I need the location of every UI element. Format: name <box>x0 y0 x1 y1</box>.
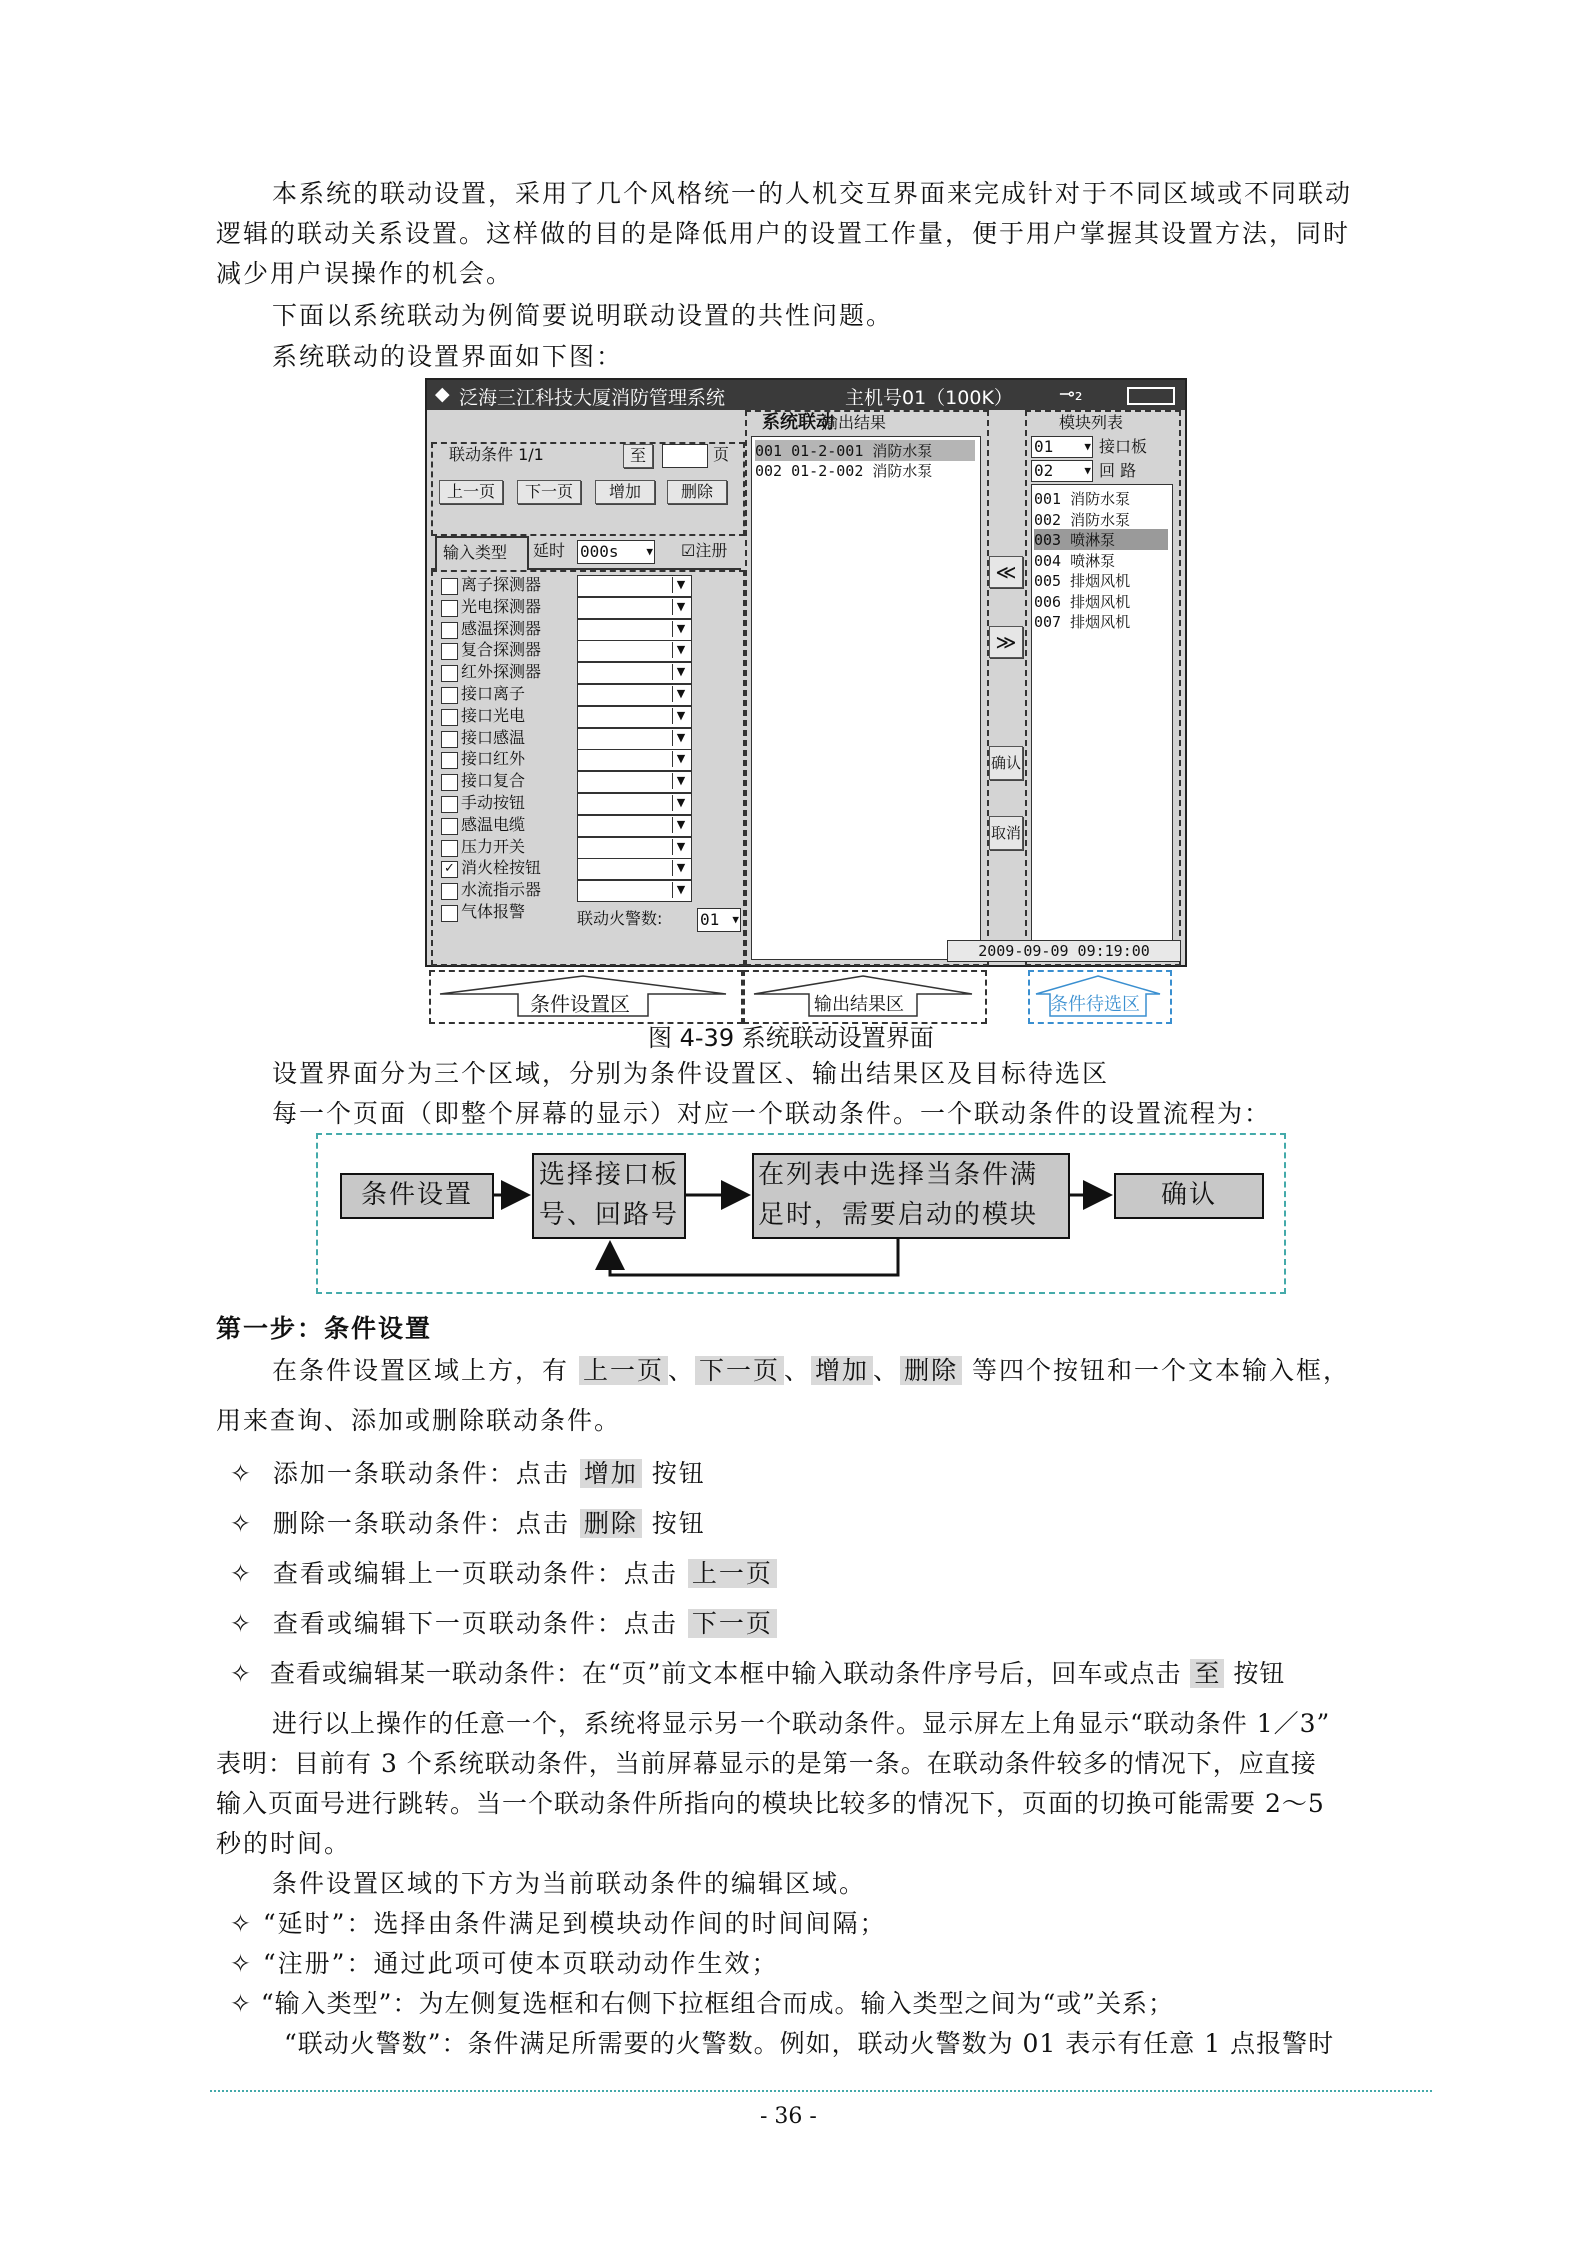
key-prev-page: 上一页 <box>579 1356 668 1385</box>
flow-step-select-board-line-1: 选择接口板 <box>538 1160 679 1190</box>
key-add: 增加 <box>580 1459 642 1488</box>
system-linkage-screen <box>425 378 1187 967</box>
loop-select[interactable] <box>1031 460 1093 482</box>
output-item[interactable]: 002 01-2-002 消防水泵 <box>755 462 933 480</box>
add-to-output-button[interactable]: ≫ <box>989 626 1023 658</box>
module-item[interactable]: 005 排烟风机 <box>1034 572 1131 590</box>
input-type-label: 气体报警 <box>461 902 526 921</box>
input-type-dropdown[interactable] <box>577 684 692 706</box>
module-item[interactable]: 001 消防水泵 <box>1034 490 1131 508</box>
input-type-dropdown[interactable] <box>577 771 692 793</box>
module-item[interactable]: 002 消防水泵 <box>1034 510 1131 529</box>
datetime-display: 2009-09-09 09:19:00 <box>947 940 1181 962</box>
step1-para-2-line-2: 表明：目前有 3 个系统联动条件，当前屏幕显示的是第一条。在联动条件较多的情况下，应直接 <box>216 1749 1317 1778</box>
delete-button[interactable]: 删除 <box>667 480 727 504</box>
input-type-checkbox[interactable] <box>441 840 458 857</box>
sparkle-bullet-icon: ✧ <box>230 1989 252 2018</box>
intro-para-3: 系统联动的设置界面如下图： <box>272 342 624 371</box>
input-type-label: 压力开关 <box>461 836 526 856</box>
screen-header: 系统联动 <box>762 412 834 433</box>
intro-line-1: 本系统的联动设置，采用了几个风格统一的人机交互界面来完成针对于不同区域或不同联动 <box>272 179 1353 208</box>
input-type-label: 手动按钮 <box>461 793 526 812</box>
loop-value: 02 <box>1034 461 1054 480</box>
alarm-count-select[interactable] <box>697 908 741 932</box>
figure-caption: 图 4-39 系统联动设置界面 <box>648 1024 934 1052</box>
bullet-next <box>230 1605 777 1643</box>
input-type-checkbox[interactable] <box>441 774 458 791</box>
input-type-checkbox[interactable] <box>441 578 458 595</box>
output-item[interactable]: 001 01-2-001 消防水泵 <box>755 440 975 461</box>
input-type-checkbox[interactable] <box>441 818 458 835</box>
bullet-goto <box>230 1655 1285 1693</box>
step1-para-3: 条件设置区域的下方为当前联动条件的编辑区域。 <box>272 1869 867 1898</box>
delay-label: 延时 <box>533 541 566 560</box>
input-type-dropdown[interactable] <box>577 619 692 641</box>
desc-alarm-count: “联动火警数”：条件满足所需要的火警数。例如，联动火警数为 01 表示有任意 1 点报警时 <box>284 2029 1335 2058</box>
input-type-label: 离子探测器 <box>461 575 542 594</box>
chevron-down-icon: ▼ <box>1084 464 1091 477</box>
separator: 、 <box>873 1356 901 1385</box>
module-item[interactable]: 003 喷淋泵 <box>1034 529 1168 550</box>
key-delete: 删除 <box>900 1356 962 1385</box>
input-type-checkbox[interactable] <box>441 731 458 748</box>
bullet-text: 查看或编辑上一页联动条件：点击 <box>272 1559 678 1588</box>
desc-register <box>230 1945 778 1983</box>
desc-delay <box>230 1905 886 1943</box>
setup-flowchart <box>316 1133 1286 1294</box>
sparkle-bullet-icon: ✧ <box>230 1909 253 1938</box>
battery-icon <box>1127 387 1175 405</box>
step1-para-1-line-2: 用来查询、添加或删除联动条件。 <box>216 1406 622 1435</box>
input-type-label: 水流指示器 <box>461 880 542 900</box>
input-type-checkbox[interactable] <box>441 687 458 704</box>
key-add: 增加 <box>811 1356 873 1385</box>
chevron-down-icon: ▼ <box>732 913 739 926</box>
step1-para-2-line-3: 输入页面号进行跳转。当一个联动条件所指向的模块比较多的情况下，页面的切换可能需要 2～5 <box>216 1789 1325 1818</box>
desc-text: “输入类型”：为左侧复选框和右侧下拉框组合而成。输入类型之间为“或”关系； <box>260 1989 1175 2018</box>
intro-para-2: 下面以系统联动为例简要说明联动设置的共性问题。 <box>272 301 894 330</box>
page-number: - 36 - <box>760 2104 817 2129</box>
bullet-delete <box>230 1505 706 1543</box>
input-type-label: 感温探测器 <box>461 618 542 638</box>
input-type-dropdown[interactable] <box>577 815 692 837</box>
system-title: 泛海三江科技大厦消防管理系统 <box>459 387 726 409</box>
step1-para-2-line-1: 进行以上操作的任意一个，系统将显示另一个联动条件。显示屏左上角显示“联动条件 1／3” <box>272 1709 1331 1738</box>
region-condition-label: 条件设置区 <box>530 992 630 1016</box>
input-type-checkbox[interactable] <box>441 665 458 682</box>
input-type-dropdown[interactable] <box>577 793 692 815</box>
flow-intro: 每一个页面（即整个屏幕的显示）对应一个联动条件。一个联动条件的设置流程为： <box>272 1099 1272 1128</box>
condition-counter: 联动条件 1/1 <box>449 445 544 464</box>
step1-text: 等四个按钮和一个文本输入框， <box>972 1356 1351 1385</box>
board-label: 接口板 <box>1099 437 1148 456</box>
delay-value: 000s <box>580 542 619 561</box>
flow-step-condition: 条件设置 <box>340 1173 494 1219</box>
loop-label: 回 路 <box>1099 461 1137 480</box>
sparkle-bullet-icon: ✧ <box>230 1609 253 1638</box>
alarm-count-value: 01 <box>700 910 720 929</box>
region-wait-label: 条件待选区 <box>1050 994 1140 1015</box>
sparkle-bullet-icon: ✧ <box>230 1659 252 1688</box>
bullet-text: 删除一条联动条件：点击 <box>272 1509 570 1538</box>
page-label: 页 <box>713 445 730 464</box>
page-number-input[interactable] <box>662 444 708 468</box>
bullet-prev <box>230 1555 777 1593</box>
bullet-text: 查看或编辑下一页联动条件：点击 <box>272 1609 678 1638</box>
input-type-label: 接口光电 <box>461 705 526 725</box>
flow-step-select-module-line-2: 足时，需要启动的模块 <box>758 1200 1039 1230</box>
input-type-dropdown[interactable] <box>577 858 692 880</box>
flow-step-select-board-line-2: 号、回路号 <box>538 1200 679 1230</box>
sparkle-bullet-icon: ✧ <box>230 1459 253 1488</box>
step1-heading: 第一步：条件设置 <box>216 1314 433 1343</box>
alarm-count-label: 联动火警数: <box>577 909 663 928</box>
input-type-checkbox[interactable] <box>441 622 458 639</box>
tab-input-type[interactable] <box>435 536 529 570</box>
power-plug-icon: ⊸₂ <box>1059 383 1083 405</box>
add-button[interactable]: 增加 <box>595 480 655 504</box>
bullet-text: 按钮 <box>651 1459 706 1488</box>
input-type-dropdown[interactable] <box>577 597 692 619</box>
flow-step-select-module-line-1: 在列表中选择当条件满 <box>758 1160 1039 1190</box>
input-type-dropdown[interactable] <box>577 640 692 662</box>
input-type-label: 接口红外 <box>461 749 526 769</box>
goto-button[interactable]: 至 <box>623 444 653 468</box>
module-item[interactable]: 004 喷淋泵 <box>1034 551 1116 570</box>
module-item[interactable]: 007 排烟风机 <box>1034 613 1131 631</box>
desc-input-type <box>230 1985 1174 2023</box>
remove-from-output-button[interactable]: ≪ <box>989 556 1023 588</box>
chevron-down-icon: ▼ <box>1084 440 1091 453</box>
flow-step-confirm: 确认 <box>1114 1173 1264 1219</box>
desc-text: “延时”：选择由条件满足到模块动作间的时间间隔； <box>262 1909 887 1938</box>
input-type-dropdown[interactable] <box>577 728 692 750</box>
menu-diamond-icon: ◆ <box>435 383 450 405</box>
input-type-dropdown[interactable] <box>577 706 692 728</box>
input-type-label: 接口感温 <box>461 727 526 747</box>
key-next-page: 下一页 <box>695 1356 784 1385</box>
input-type-label: 接口复合 <box>461 771 526 791</box>
board-value: 01 <box>1034 437 1054 456</box>
sparkle-bullet-icon: ✧ <box>230 1509 253 1538</box>
input-type-checkbox[interactable] <box>441 796 458 813</box>
input-type-checkbox[interactable] <box>441 905 458 922</box>
input-type-checkbox[interactable] <box>441 709 458 726</box>
input-type-label: 接口离子 <box>461 684 526 703</box>
regions-description: 设置界面分为三个区域，分别为条件设置区、输出结果区及目标待选区 <box>272 1059 1110 1088</box>
bullet-text: 按钮 <box>651 1509 706 1538</box>
input-type-label: 感温电缆 <box>461 814 526 834</box>
bullet-text: 添加一条联动条件：点击 <box>272 1459 570 1488</box>
input-type-dropdown[interactable] <box>577 749 692 771</box>
cancel-button[interactable]: 取消 <box>989 816 1023 850</box>
bullet-text: 按钮 <box>1233 1659 1286 1688</box>
input-type-checkbox[interactable] <box>441 883 458 900</box>
input-type-dropdown[interactable] <box>577 880 692 902</box>
input-type-label: 红外探测器 <box>461 662 542 682</box>
key-next-page: 下一页 <box>688 1609 777 1638</box>
title-bar <box>427 380 1185 410</box>
input-type-checkbox[interactable] <box>441 600 458 617</box>
intro-line-3: 减少用户误操作的机会。 <box>216 259 514 288</box>
tab-input-type-label: 输入类型 <box>443 543 508 562</box>
module-item[interactable]: 006 排烟风机 <box>1034 592 1131 611</box>
sparkle-bullet-icon: ✧ <box>230 1559 253 1588</box>
register-checkbox[interactable]: ☑注册 <box>681 541 728 560</box>
separator: 、 <box>667 1356 695 1385</box>
input-type-label: 光电探测器 <box>461 596 542 616</box>
input-type-dropdown[interactable] <box>577 575 692 597</box>
flow-arrows <box>318 1135 1284 1292</box>
module-header: 模块列表 <box>1059 413 1124 432</box>
key-prev-page: 上一页 <box>688 1559 777 1588</box>
intro-line-2: 逻辑的联动关系设置。这样做的目的是降低用户的设置工作量，便于用户掌握其设置方法，同时 <box>216 219 1351 248</box>
input-type-label: 复合探测器 <box>461 640 542 660</box>
output-list[interactable] <box>751 436 981 960</box>
board-select[interactable] <box>1031 436 1093 458</box>
desc-text: “注册”：通过此项可使本页联动动作生效； <box>262 1949 779 1978</box>
input-type-checkbox[interactable]: ✓ <box>441 861 458 878</box>
host-number: 主机号01（100K） <box>845 387 1013 409</box>
step1-para-2-line-4: 秒的时间。 <box>216 1829 352 1858</box>
input-type-checkbox[interactable] <box>441 752 458 769</box>
bullet-text: 查看或编辑某一联动条件：在“页”前文本框中输入联动条件序号后，回车或点击 <box>269 1659 1182 1688</box>
next-page-button[interactable]: 下一页 <box>517 480 581 504</box>
prev-page-button[interactable]: 上一页 <box>439 480 503 504</box>
key-delete: 删除 <box>580 1509 642 1538</box>
separator: 、 <box>784 1356 812 1385</box>
step1-text: 在条件设置区域上方，有 <box>272 1356 570 1385</box>
sparkle-bullet-icon: ✧ <box>230 1949 253 1978</box>
input-type-dropdown[interactable] <box>577 837 692 859</box>
confirm-button[interactable]: 确认 <box>989 746 1023 780</box>
output-header: 输出结果 <box>822 413 887 432</box>
region-output-label: 输出结果区 <box>814 994 904 1015</box>
key-goto: 至 <box>1190 1659 1224 1688</box>
delay-select[interactable] <box>577 540 655 564</box>
input-type-label: 消火栓按钮 <box>461 858 542 878</box>
input-type-dropdown[interactable] <box>577 662 692 684</box>
input-type-checkbox[interactable] <box>441 643 458 660</box>
chevron-down-icon: ▼ <box>646 545 653 558</box>
bullet-add <box>230 1455 706 1493</box>
footer-divider <box>210 2090 1432 2092</box>
step1-para-1 <box>272 1352 1350 1390</box>
